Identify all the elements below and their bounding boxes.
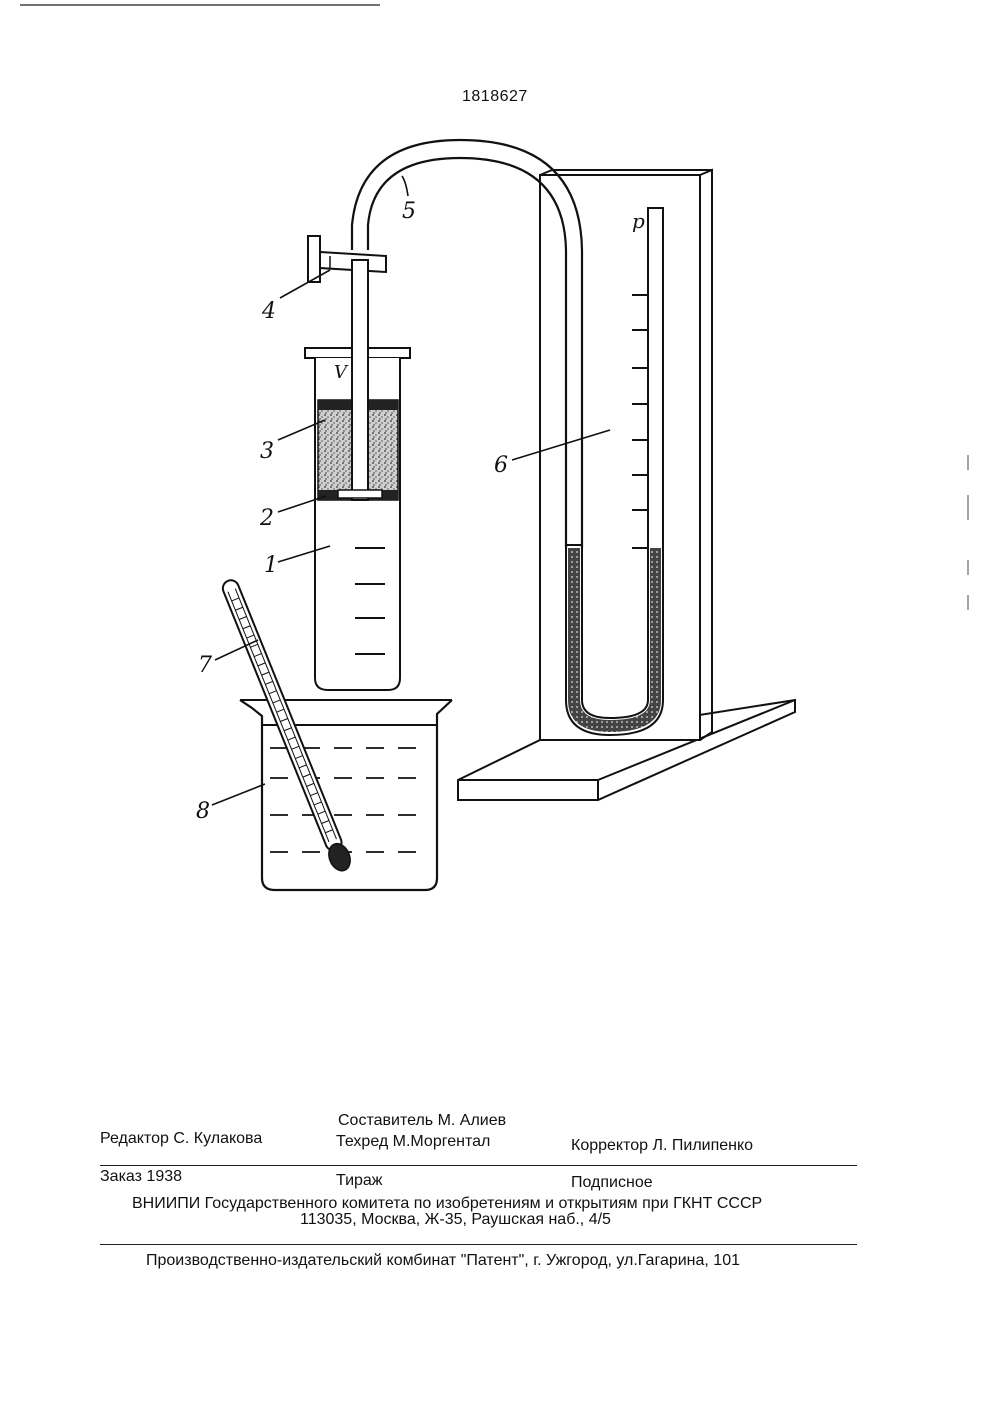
manometer-stand (458, 170, 795, 800)
credit-editor: Редактор С. Кулакова (100, 1130, 263, 1147)
label-thermometer: 7 (198, 653, 212, 678)
document-number: 1818627 (462, 88, 528, 105)
leader-beaker (212, 784, 265, 805)
label-ring: 2 (260, 506, 274, 531)
label-manometer: 6 (494, 453, 508, 478)
divider-bottom (100, 1244, 857, 1245)
label-tube: 1 (264, 553, 278, 578)
label-beaker: 8 (196, 799, 210, 824)
test-tube (305, 260, 410, 690)
divider-top (100, 1165, 857, 1166)
order-number: Заказ 1938 (100, 1168, 183, 1185)
label-sample: 3 (260, 439, 274, 464)
credit-composer: Составитель М. Алиев (338, 1112, 507, 1129)
subscription: Подписное (571, 1174, 653, 1191)
leader-clamp (280, 270, 330, 298)
address: 113035, Москва, Ж-35, Раушская наб., 4/5 (300, 1211, 611, 1228)
label-clamp: 4 (262, 299, 276, 324)
label-scale-top: p (632, 209, 645, 233)
label-hose: 5 (402, 199, 416, 224)
leader-hose (402, 176, 408, 196)
credit-techeditor: Техред М.Моргентал (336, 1133, 491, 1150)
credit-corrector: Корректор Л. Пилипенко (571, 1137, 754, 1154)
label-tube-top: V (334, 362, 347, 383)
circulation: Тираж (336, 1172, 383, 1189)
publisher: Производственно-издательский комбинат "Патент", г. Ужгород, ул.Гагарина, 101 (146, 1252, 740, 1269)
organization: ВНИИПИ Государственного комитета по изобретениям и открытиям при ГКНТ СССР (132, 1195, 763, 1212)
